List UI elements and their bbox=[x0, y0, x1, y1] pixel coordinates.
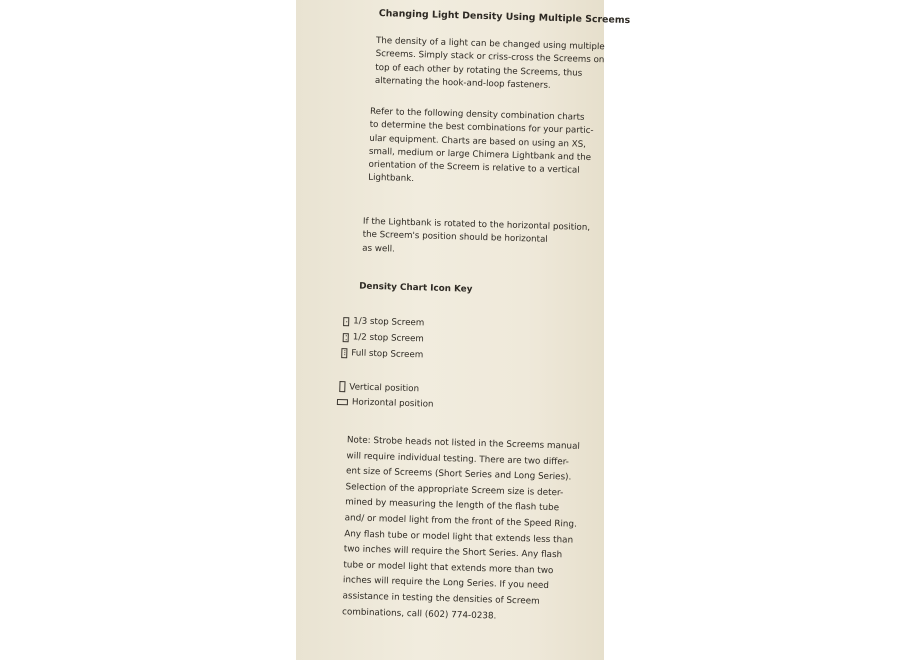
icon-key-title: Density Chart Icon Key bbox=[359, 281, 473, 295]
document-page bbox=[287, 0, 631, 664]
icon-key-label: 1/2 stop Screem bbox=[352, 332, 424, 345]
icon-key-label: 1/3 stop Screem bbox=[353, 316, 425, 329]
vertical-position-icon bbox=[339, 381, 345, 392]
full-stop-screem-icon bbox=[341, 348, 347, 358]
note-line: combinations, call (602) 774-0238. bbox=[341, 606, 497, 622]
document-photo bbox=[296, 0, 631, 660]
icon-key-label: Full stop Screem bbox=[351, 348, 424, 361]
paragraph-line: orientation of the Screem is relative to a vertical bbox=[368, 159, 580, 176]
note-line: inches will require the Long Series. If you need bbox=[342, 575, 550, 592]
paragraph-line: alternating the hook-and-loop fasteners. bbox=[374, 75, 551, 91]
icon-key-item bbox=[339, 381, 419, 394]
half-stop-screem-icon bbox=[343, 333, 349, 342]
note-line: mined by measuring the length of the flash tube bbox=[345, 497, 560, 514]
note-line: tube or model light that extends more than two bbox=[343, 559, 554, 576]
paragraph-line: Screems. Simply stack or criss-cross the Screems on bbox=[375, 49, 605, 66]
paragraph-line: Lightbank. bbox=[368, 173, 415, 185]
intro-paragraph bbox=[375, 35, 605, 95]
note-line: Selection of the appropriate Screem size is deter- bbox=[345, 482, 564, 499]
icon-key-item bbox=[337, 397, 434, 410]
note-paragraph bbox=[342, 433, 580, 627]
paragraph-line: The density of a light can be changed using multiple bbox=[375, 35, 605, 53]
rotation-paragraph bbox=[362, 216, 590, 262]
paragraph-line: top of each other by rotating the Screems, thus bbox=[375, 62, 583, 79]
horizontal-position-icon bbox=[337, 399, 348, 405]
paragraph-line: as well. bbox=[362, 243, 396, 255]
note-line: two inches will require the Short Series. Any flash bbox=[343, 544, 563, 561]
icon-key-item bbox=[343, 332, 424, 344]
charts-paragraph bbox=[368, 106, 594, 192]
icon-key-item bbox=[343, 316, 424, 328]
paragraph-line: Refer to the following density combination charts bbox=[369, 106, 585, 123]
note-line: Note: Strobe heads not listed in the Screems manual bbox=[346, 435, 581, 452]
note-line: and/ or model light from the front of the Speed Ring. bbox=[344, 513, 577, 530]
page-title: Changing Light Density Using Multiple Screems bbox=[378, 8, 631, 27]
paragraph-line: small, medium or large Chimera Lightbank and the bbox=[368, 146, 592, 163]
icon-key-label: Horizontal position bbox=[351, 397, 434, 410]
paragraph-line: If the Lightbank is rotated to the horizontal position, bbox=[362, 216, 591, 233]
note-line: ent size of Screems (Short Series and Long Series). bbox=[345, 466, 572, 483]
icon-key-label: Vertical position bbox=[349, 381, 420, 394]
note-line: Any flash tube or model light that extends less than bbox=[344, 528, 574, 546]
paragraph-line: the Screem's position should be horizontal bbox=[362, 229, 548, 246]
icon-key-item bbox=[341, 348, 423, 360]
note-line: assistance in testing the densities of Screem bbox=[342, 591, 540, 607]
note-line: will require individual testing. There are two differ- bbox=[346, 450, 570, 468]
third-stop-screem-icon bbox=[343, 317, 349, 326]
paragraph-line: ular equipment. Charts are based on using an XS, bbox=[369, 133, 587, 150]
paragraph-line: to determine the best combinations for your partic- bbox=[369, 120, 594, 137]
